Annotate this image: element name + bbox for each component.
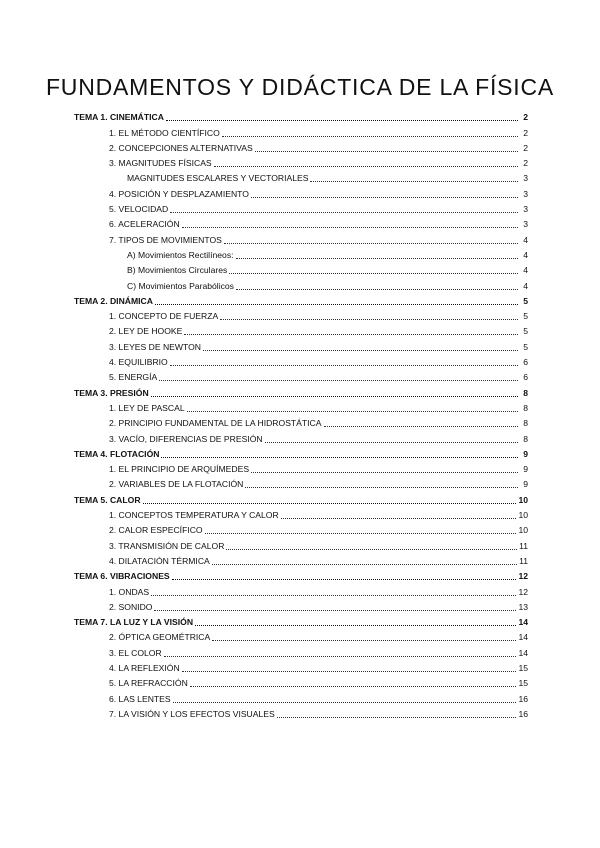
toc-dot-leader [277,717,517,718]
toc-entry-label: A) Movimientos Rectilíneos: [127,249,234,260]
toc-dot-leader [170,212,518,213]
toc-section-entry[interactable] [74,230,528,245]
toc-entry-label: TEMA 7. LA LUZ Y LA VISIÓN [74,617,194,628]
toc-page-number: 4 [523,265,528,276]
toc-entry-label: TEMA 6. VIBRACIONES [74,571,170,582]
toc-entry-label: 1. EL MÉTODO CIENTÍFICO [109,127,220,138]
toc-page-number: 12 [518,586,528,597]
toc-entry-label: C) Movimientos Parabólicos [127,280,234,291]
toc-section-entry[interactable] [74,628,528,643]
toc-dot-leader [170,365,518,366]
toc-section-entry[interactable] [74,123,528,138]
toc-entry-label: TEMA 4. FLOTACIÓN [74,448,160,459]
toc-dot-leader [265,442,518,443]
toc-entry-label: 3. LEYES DE NEWTON [109,341,202,352]
toc-entry-label: 1. EL PRINCIPIO DE ARQUÍMEDES [109,464,250,475]
toc-page-number: 13 [518,601,528,612]
toc-section-entry[interactable] [74,246,528,261]
toc-dot-leader [224,243,518,244]
toc-entry-label: 1. CONCEPTO DE FUERZA [109,311,219,322]
toc-entry-label: 4. EQUILIBRIO [109,357,168,368]
toc-dot-leader [281,518,517,519]
toc-page-number: 8 [523,433,528,444]
toc-dot-leader [151,595,516,596]
toc-page-number: 15 [518,662,528,673]
table-of-contents [74,108,528,720]
toc-page-number: 16 [518,693,528,704]
toc-dot-leader [203,350,518,351]
toc-dot-leader [245,487,518,488]
toc-page-number: 2 [523,158,528,169]
toc-dot-leader [172,579,517,580]
toc-entry-label: TEMA 1. CINEMÁTICA [74,112,164,123]
toc-dot-leader [220,319,518,320]
toc-section-entry[interactable] [74,368,528,383]
toc-entry-label: 3. MAGNITUDES FÍSICAS [109,158,212,169]
toc-section-entry[interactable] [74,353,528,368]
toc-section-entry[interactable] [74,261,528,276]
toc-entry-label: 4. DILATACIÓN TÉRMICA [109,555,210,566]
toc-page-number: 16 [518,708,528,719]
toc-page-number: 3 [523,173,528,184]
toc-page-number: 2 [523,142,528,153]
toc-section-entry[interactable] [74,215,528,230]
toc-chapter-entry[interactable] [74,292,528,307]
toc-section-entry[interactable] [74,552,528,567]
toc-entry-label: 2. ÓPTICA GEOMÉTRICA [109,632,211,643]
toc-entry-label: 2. LEY DE HOOKE [109,326,183,337]
toc-entry-label: B) Movimientos Circulares [127,265,228,276]
toc-dot-leader [164,656,517,657]
toc-dot-leader [212,640,516,641]
toc-section-entry[interactable] [74,307,528,322]
toc-section-entry[interactable] [74,276,528,291]
toc-dot-leader [151,396,518,397]
toc-section-entry[interactable] [74,399,528,414]
toc-page-number: 10 [518,494,528,505]
toc-page-number: 5 [523,341,528,352]
toc-section-entry[interactable] [74,322,528,337]
toc-page-number: 3 [523,204,528,215]
toc-entry-label: 1. LEY DE PASCAL [109,402,185,413]
toc-page-number: 9 [523,464,528,475]
toc-entry-label: 2. PRINCIPIO FUNDAMENTAL DE LA HIDROSTÁTICA [109,418,322,429]
toc-entry-label: 1. ONDAS [109,586,150,597]
toc-section-entry[interactable] [74,337,528,352]
toc-chapter-entry[interactable] [74,490,528,505]
toc-section-entry[interactable] [74,460,528,475]
toc-section-entry[interactable] [74,506,528,521]
toc-entry-label: 5. VELOCIDAD [109,204,169,215]
toc-entry-label: 1. CONCEPTOS TEMPERATURA Y CALOR [109,510,279,521]
toc-entry-label: TEMA 5. CALOR [74,494,141,505]
toc-page-number: 9 [523,448,528,459]
toc-dot-leader [166,120,518,121]
toc-dot-leader [195,625,516,626]
toc-dot-leader [187,411,518,412]
toc-page-number: 8 [523,387,528,398]
toc-entry-label: 2. SONIDO [109,601,153,612]
toc-chapter-entry[interactable] [74,445,528,460]
toc-section-entry[interactable] [74,643,528,658]
toc-page-number: 10 [518,510,528,521]
toc-entry-label: 2. CONCEPCIONES ALTERNATIVAS [109,142,253,153]
toc-section-entry[interactable] [74,521,528,536]
toc-section-entry[interactable] [74,659,528,674]
toc-section-entry[interactable] [74,705,528,720]
toc-section-entry[interactable] [74,429,528,444]
toc-section-entry[interactable] [74,598,528,613]
toc-dot-leader [182,227,518,228]
toc-page-number: 14 [518,632,528,643]
toc-section-entry[interactable] [74,582,528,597]
toc-entry-label: 2. VARIABLES DE LA FLOTACIÓN [109,479,244,490]
toc-chapter-entry[interactable] [74,108,528,123]
toc-entry-label: 3. EL COLOR [109,647,162,658]
toc-page-number: 14 [518,617,528,628]
toc-chapter-entry[interactable] [74,567,528,582]
toc-section-entry[interactable] [74,674,528,689]
toc-page-number: 8 [523,418,528,429]
toc-dot-leader [324,426,519,427]
toc-page-number: 5 [523,311,528,322]
toc-dot-leader [214,166,518,167]
toc-dot-leader [155,304,518,305]
toc-dot-leader [236,289,518,290]
toc-section-entry[interactable] [74,475,528,490]
toc-entry-label: 5. LA REFRACCIÓN [109,678,188,689]
toc-entry-label: 4. LA REFLEXIÓN [109,662,180,673]
toc-dot-leader [212,564,517,565]
toc-entry-label: 5. ENERGÍA [109,372,158,383]
toc-section-entry[interactable] [74,184,528,199]
toc-dot-leader [154,610,516,611]
toc-dot-leader [222,136,518,137]
toc-dot-leader [236,258,518,259]
toc-page-number: 5 [523,326,528,337]
toc-dot-leader [310,181,518,182]
toc-dot-leader [229,273,518,274]
toc-section-entry[interactable] [74,154,528,169]
toc-entry-label: 3. VACÍO, DIFERENCIAS DE PRESIÓN [109,433,263,444]
toc-page-number: 2 [523,127,528,138]
toc-chapter-entry[interactable] [74,613,528,628]
toc-page-number: 10 [518,525,528,536]
toc-page-number: 11 [519,555,528,566]
toc-page-number: 9 [523,479,528,490]
toc-entry-label: TEMA 2. DINÁMICA [74,295,153,306]
toc-page-number: 6 [523,372,528,383]
toc-page-number: 8 [523,402,528,413]
toc-page-number: 4 [523,249,528,260]
toc-dot-leader [205,533,517,534]
toc-page-number: 4 [523,234,528,245]
toc-chapter-entry[interactable] [74,383,528,398]
toc-section-entry[interactable] [74,139,528,154]
toc-entry-label: 7. LA VISIÓN Y LOS EFECTOS VISUALES [109,708,275,719]
toc-page-number: 5 [523,295,528,306]
toc-section-entry[interactable] [74,414,528,429]
toc-page-number: 4 [523,280,528,291]
toc-entry-label: 2. CALOR ESPECÍFICO [109,525,203,536]
toc-page-number: 15 [518,678,528,689]
toc-entry-label: 3. TRANSMISIÓN DE CALOR [109,540,225,551]
toc-section-entry[interactable] [74,169,528,184]
toc-entry-label: 6. ACELERACIÓN [109,219,180,230]
toc-page-number: 3 [523,219,528,230]
document-title: FUNDAMENTOS Y DIDÁCTICA DE LA FÍSICA [45,74,555,100]
toc-dot-leader [159,380,518,381]
toc-section-entry[interactable] [74,536,528,551]
toc-entry-label: 6. LAS LENTES [109,693,171,704]
toc-entry-label: MAGNITUDES ESCALARES Y VECTORIALES [127,173,309,184]
toc-page-number: 11 [519,540,528,551]
toc-dot-leader [182,671,517,672]
toc-section-entry[interactable] [74,689,528,704]
toc-dot-leader [143,503,517,504]
toc-dot-leader [190,686,517,687]
toc-entry-label: 7. TIPOS DE MOVIMIENTOS [109,234,222,245]
toc-dot-leader [161,457,518,458]
toc-page-number: 14 [518,647,528,658]
toc-entry-label: 4. POSICIÓN Y DESPLAZAMIENTO [109,188,249,199]
toc-page-number: 3 [523,188,528,199]
toc-dot-leader [255,151,518,152]
toc-dot-leader [184,334,518,335]
toc-page-number: 2 [523,112,528,123]
toc-dot-leader [251,197,518,198]
toc-dot-leader [173,702,517,703]
toc-dot-leader [251,472,518,473]
toc-section-entry[interactable] [74,200,528,215]
toc-dot-leader [226,549,517,550]
toc-page-number: 6 [523,357,528,368]
toc-page-number: 12 [518,571,528,582]
toc-entry-label: TEMA 3. PRESIÓN [74,387,149,398]
